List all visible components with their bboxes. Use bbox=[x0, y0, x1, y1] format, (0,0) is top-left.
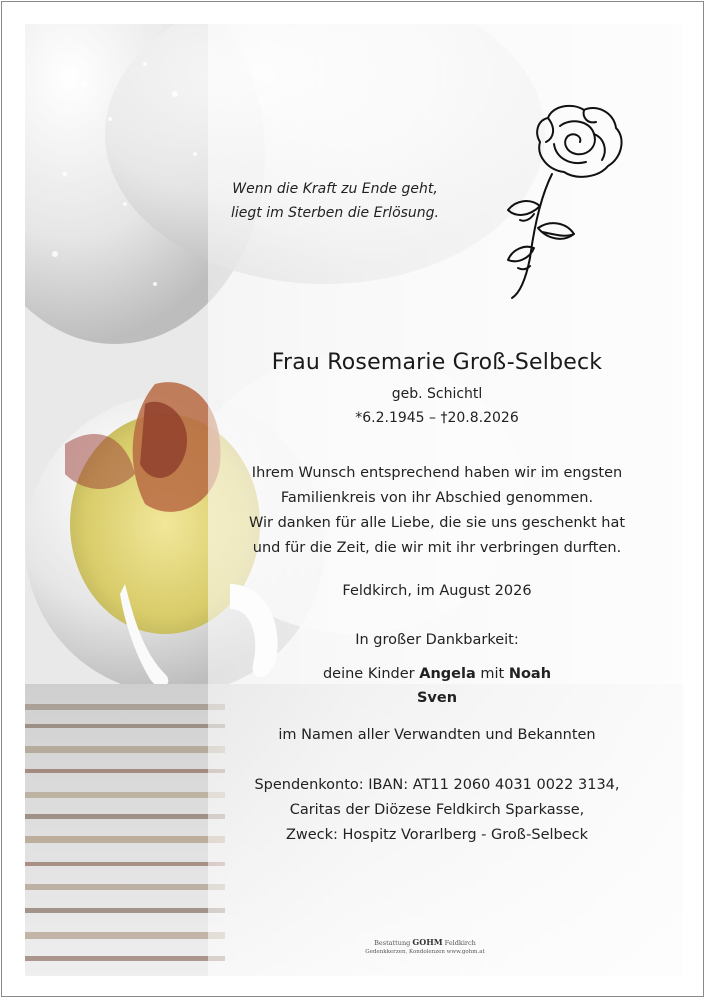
date-separator: – bbox=[424, 410, 441, 426]
quote-line-1: Wenn die Kraft zu Ende geht, bbox=[232, 181, 438, 197]
maiden-name: geb. Schichtl bbox=[391, 386, 483, 402]
life-dates bbox=[237, 410, 637, 426]
farewell-message bbox=[237, 461, 637, 561]
family-line-1 bbox=[237, 666, 637, 682]
donation-line: Zweck: Hospitz Vorarlberg - Groß-Selbeck bbox=[285, 827, 589, 843]
donation-info bbox=[237, 773, 637, 848]
birth-date: 6.2.1945 bbox=[362, 410, 425, 426]
quote-line-2: liegt im Sterben die Erlösung. bbox=[230, 205, 440, 221]
place-and-date: Feldkirch, im August 2026 bbox=[342, 583, 532, 599]
relatives-line: im Namen aller Verwandten und Bekannten bbox=[278, 727, 596, 743]
footer-suffix: Feldkirch bbox=[442, 939, 476, 947]
footer-prefix: Bestattung bbox=[374, 939, 413, 947]
funeral-home-footer bbox=[330, 938, 520, 956]
family-connector: mit bbox=[475, 666, 509, 682]
death-date: 20.8.2026 bbox=[447, 410, 519, 426]
donation-line: Caritas der Diözese Feldkirch Sparkasse, bbox=[289, 802, 585, 818]
deceased-name: Frau Rosemarie Groß-Selbeck bbox=[271, 350, 603, 375]
message-line: Familienkreis von ihr Abschied genommen. bbox=[280, 490, 594, 506]
message-line: Wir danken für alle Liebe, die sie uns geschenkt hat bbox=[248, 515, 626, 531]
gratitude-line: In großer Dankbarkeit: bbox=[355, 632, 519, 648]
family-prefix: deine Kinder bbox=[322, 666, 420, 682]
donation-line: Spendenkonto: IBAN: AT11 2060 4031 0022 3134, bbox=[254, 777, 620, 793]
death-symbol: † bbox=[440, 410, 448, 426]
child-name: Angela bbox=[419, 666, 476, 682]
message-line: und für die Zeit, die wir mit ihr verbringen durften. bbox=[252, 540, 622, 556]
memorial-quote bbox=[170, 177, 500, 225]
birth-symbol: * bbox=[355, 410, 363, 426]
footer-line-2: Gedenkkerzen, Kondolenzen www.gohm.at bbox=[365, 949, 485, 955]
footer-line-1 bbox=[330, 938, 520, 948]
rose-drawing-icon bbox=[490, 98, 630, 303]
partner-name: Noah bbox=[508, 666, 552, 682]
message-line: Ihrem Wunsch entsprechend haben wir im engsten bbox=[251, 465, 623, 481]
child-name: Sven bbox=[416, 690, 458, 706]
footer-brand: GOHM bbox=[412, 937, 443, 947]
family-line-2 bbox=[237, 690, 637, 706]
